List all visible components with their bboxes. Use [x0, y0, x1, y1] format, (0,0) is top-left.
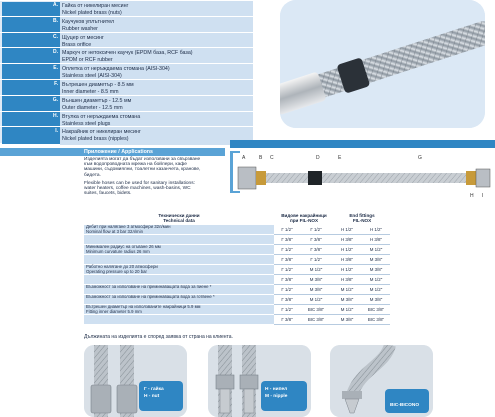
- spec-cell: [84, 315, 274, 324]
- applications-line-bg: към водопроводната мрежа на бойлери, кафе: [84, 162, 187, 168]
- applications-line-en: suites, faucets, bidets.: [84, 191, 132, 197]
- hose-diagram: [228, 147, 495, 207]
- table-row: [84, 245, 390, 254]
- fitting-cell: М 1/2": [309, 267, 323, 272]
- fitting-cell: Н 1/2": [369, 227, 383, 232]
- fitting-cell: BIC 3/8": [367, 317, 385, 322]
- diagram-label: C: [270, 155, 274, 161]
- applications-heading: Приложение / Applications: [84, 149, 153, 155]
- component-name-bg: Външен диаметър - 12.5 мм: [62, 97, 132, 104]
- fitting-cell: М 1/2": [340, 307, 354, 312]
- component-name-en: Stainless steel plugs: [62, 120, 111, 127]
- fitting-cell: Н 3/8": [369, 237, 383, 242]
- photo-bicono: [330, 345, 433, 417]
- component-name-bg: Втулка от неръждаема стомана: [62, 113, 141, 120]
- table-row: [84, 315, 390, 324]
- table-row: [84, 295, 390, 304]
- hose-photo: [280, 0, 485, 128]
- fitting-cell: М 3/8": [369, 267, 383, 272]
- diagram-nipple-brass: [466, 171, 476, 185]
- photo-nipple: [208, 345, 311, 417]
- fitting-cell: Н 1/2": [340, 267, 354, 272]
- nipple-image: [208, 345, 311, 417]
- fitting-cell: Г 3/8": [281, 237, 293, 242]
- component-name-en: Outer diameter - 12.5 mm: [62, 104, 123, 111]
- diagram-brass: [256, 171, 266, 185]
- component-name-en: Nickel plated brass (nipples): [62, 136, 129, 143]
- component-letter: A.: [2, 2, 60, 18]
- table-row: [84, 285, 390, 294]
- fitting-cell: Г 3/8": [281, 317, 293, 322]
- end-header-line1: End fittings: [349, 213, 375, 218]
- fitting-cell: Г 1/2": [310, 227, 322, 232]
- diagram-label: A: [242, 155, 246, 161]
- component-name-bg: Гайка от никелиран месинг: [62, 3, 129, 9]
- fitting-cell: М 3/8": [309, 287, 323, 292]
- fitting-cell: Г 1/2": [281, 267, 293, 272]
- fitting-cell: Н 3/8": [340, 257, 354, 262]
- row-divider: [274, 324, 390, 325]
- hose-image: [280, 0, 485, 128]
- component-name-bg: Накрайник от никелиран месинг: [62, 129, 141, 136]
- component-list: [0, 0, 253, 143]
- spec-text-bg: Минимален радиус на огъване 26 мм: [86, 244, 161, 249]
- photo-nut-caption-bg: Г - гайка: [144, 387, 164, 392]
- spec-text-bg: Дебит при налягане 3 атмосфери 32л/мин: [86, 224, 171, 229]
- component-letter: F.: [2, 81, 60, 97]
- component-name-en: Brass orifice: [62, 41, 92, 48]
- nut-header-line1: Видове накрайници: [281, 213, 327, 218]
- fitting-cell: Н 1/2": [340, 227, 354, 232]
- fitting-cell: Г 3/8": [281, 277, 293, 282]
- applications-line-bg: машини, съдомиялни, тоалетни казанчета, кранове,: [84, 167, 201, 173]
- spec-text-en: Fitting inner diameter 5.9 mm: [86, 308, 142, 314]
- nut-image: [84, 345, 187, 417]
- nut-header-line2: при FIL-NOX: [289, 218, 319, 224]
- diagram-rubber: [308, 171, 322, 185]
- end-header: [334, 213, 390, 223]
- fitting-cell: Г 1/2": [281, 247, 293, 252]
- component-letter: E.: [2, 65, 60, 81]
- fitting-cell: BIC 3/8": [307, 307, 325, 312]
- fitting-cell: Г 1/2": [281, 287, 293, 292]
- fitting-cell: М 1/2": [369, 247, 383, 252]
- component-letter: D.: [2, 49, 60, 65]
- spec-text-bg: Възможност за използване на преминаващата вода за пиене *: [86, 284, 212, 289]
- fitting-cell: Г 3/8": [281, 257, 293, 262]
- photo-bicono-caption: BIC-BICONO: [390, 403, 420, 408]
- table-row: [84, 255, 390, 264]
- spec-text-en: Operating pressure up to 20 bar: [86, 268, 147, 274]
- diagram-label: H: [470, 193, 474, 199]
- fitting-cell: BIC 3/8": [307, 317, 325, 322]
- component-name-bg: Вътрешен диаметър - 8.5 мм: [62, 82, 134, 88]
- table-row: [84, 275, 390, 284]
- spec-text-bg: Възможност за използване на преминаващата вода за готвене *: [86, 294, 215, 299]
- diagram-label: E: [338, 155, 342, 161]
- component-letter: I.: [2, 128, 60, 144]
- photo-nut-caption-en: H - nut: [144, 394, 160, 399]
- nut-header: [274, 213, 334, 223]
- fitting-cell: М 1/2": [369, 277, 383, 282]
- component-letter: G.: [2, 97, 60, 113]
- diagram-label: G: [418, 155, 422, 161]
- table-row: [84, 305, 390, 314]
- fitting-cell: М 1/2": [309, 297, 323, 302]
- diagram-label: B: [259, 155, 263, 161]
- component-letter: B.: [2, 18, 60, 34]
- fitting-cell: Г 1/2": [281, 307, 293, 312]
- spec-cell: [84, 255, 274, 264]
- applications-line-bg: Изделията могат да бъдат използвани за свързване: [84, 157, 201, 162]
- fitting-cell: Г 3/8": [310, 247, 322, 252]
- fitting-cell: Г 1/2": [310, 257, 322, 262]
- fitting-cell: BIC 3/8": [367, 307, 385, 312]
- fitting-cell: Г 3/8": [281, 297, 293, 302]
- fitting-cell: М 3/8": [340, 317, 354, 322]
- diagram-label: D: [316, 155, 320, 161]
- spec-text-en: Minimum curvature radius 26 mm: [86, 248, 150, 254]
- fitting-cell: М 1/2": [340, 287, 354, 292]
- applications-line-en: Flexible hoses can be used for sanitary installations:: [84, 180, 195, 186]
- diagram-nut: [238, 167, 256, 189]
- table-row: [84, 235, 390, 244]
- fitting-cell: Г 3/8": [310, 237, 322, 242]
- diagram-braid-right: [366, 173, 466, 183]
- component-name-bg: Оплетка от неръждаема стомана (AISI-304): [62, 66, 170, 73]
- fitting-cell: М 1/2": [369, 287, 383, 292]
- table-row: [84, 265, 390, 274]
- fitting-cell: Н 1/2": [340, 247, 354, 252]
- spec-header-en: Technical data: [163, 218, 195, 224]
- component-letter: C.: [2, 34, 60, 50]
- fitting-cell: Н 3/8": [340, 277, 354, 282]
- spec-text-bg: Вътрешен диаметър на използваните накрайници 5.9 мм: [86, 304, 201, 309]
- photo-nipple-caption-en: M - nipple: [265, 394, 288, 399]
- spec-header-bg: Технически данни: [158, 213, 200, 218]
- diagram-nipple: [476, 169, 490, 187]
- photo-nut: [84, 345, 187, 417]
- fitting-cell: М 3/8": [340, 297, 354, 302]
- length-note: Дължината на изделията е според заявка от страна на клиента.: [84, 334, 233, 340]
- table-row: [84, 225, 390, 234]
- component-name-en: Inner diameter - 8.5 mm: [62, 89, 119, 95]
- applications-line-bg: бидета.: [84, 172, 101, 178]
- component-row: [0, 126, 253, 145]
- component-name-en: EPDM or RCF rubber: [62, 57, 113, 64]
- spec-cell: [84, 275, 274, 284]
- component-name-bg: Каучуков уплътнител: [62, 18, 115, 25]
- component-name-en: Nickel plated brass (nuts): [62, 10, 122, 16]
- spec-text-en: Nominal flow at 3 bar 32л/min: [86, 228, 143, 234]
- fitting-cell: М 3/8": [369, 297, 383, 302]
- component-name-en: Rubber washer: [62, 25, 98, 32]
- photo-nipple-caption-bg: Н - нипел: [265, 387, 288, 392]
- component-letter: H.: [2, 113, 60, 129]
- fitting-cell: Н 3/8": [340, 237, 354, 242]
- fitting-cell: Г 1/2": [281, 227, 293, 232]
- specs-table: [84, 213, 390, 328]
- spec-header: [84, 213, 274, 223]
- diagram-label: I: [482, 193, 484, 199]
- fitting-cell: М 3/8": [309, 277, 323, 282]
- spec-text-bg: Работно налягане до 20 атмосфери: [86, 264, 158, 269]
- spec-cell: [84, 235, 274, 244]
- applications-line-en: water heaters, coffee machines, wash-basins, WC: [84, 186, 191, 191]
- component-name-bg: Щуцер от месинг: [62, 34, 104, 41]
- end-header-line2: FIL-NOX: [352, 218, 372, 224]
- component-name-en: Stainless steel (AISI-304): [62, 73, 122, 80]
- fitting-cell: М 3/8": [369, 257, 383, 262]
- component-name-bg: Маркуч от нетоксичен каучук (EPDM база, RCF база): [62, 50, 193, 57]
